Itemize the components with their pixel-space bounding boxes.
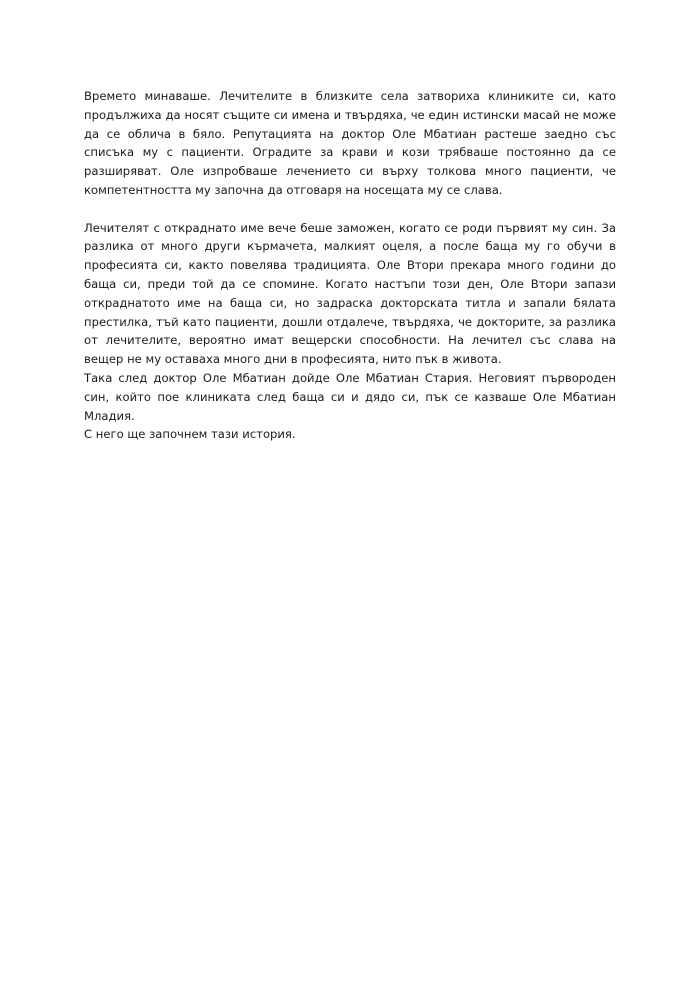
- paragraph-2: Лечителят с откраднато име вече беше заможен, когато се роди първият му син. За разлика от много други кърмачета, малкият оцеля, а после баща му го обучи в професията си, както повелява традицията. Оле Втори прекара много години до баща си, преди той да се спомине. Когато настъпи този ден, Оле Втори запази откраднатото име на баща си, но задраска докторската титла и запали бялата престилка, тъй като пациенти, дошли отдалече, твърдяха, че докторите, за разлика от лечителите, вероятно имат вещерски способности. На лечител със слава на вещер не му оставаха много дни в професията, нито пък в живота.: [84, 220, 616, 367]
- paragraph-3: Така след доктор Оле Мбатиан дойде Оле Мбатиан Стария. Неговият първороден син, който пое клиниката след баща си и дядо си, пък се казваше Оле Мбатиан Младия.: [84, 370, 616, 423]
- paragraph-1: Времето минаваше. Лечителите в близките села затвориха клиниките си, като продължиха да носят същите си имена и твърдяха, че един истински масай не може да се облича в бяло. Репутацията на доктор Оле Мбатиан растеше заедно със списъка му с пациенти. Оградите за крави и кози трябваше постоянно да се разширяват. Оле изпробваше лечението си върху толкова много пациенти, че компетентността му започна да отговаря на носещата му се слава.: [84, 89, 616, 197]
- paragraph-4: С него ще започнем тази история.: [84, 427, 296, 442]
- document-body: [84, 87, 616, 444]
